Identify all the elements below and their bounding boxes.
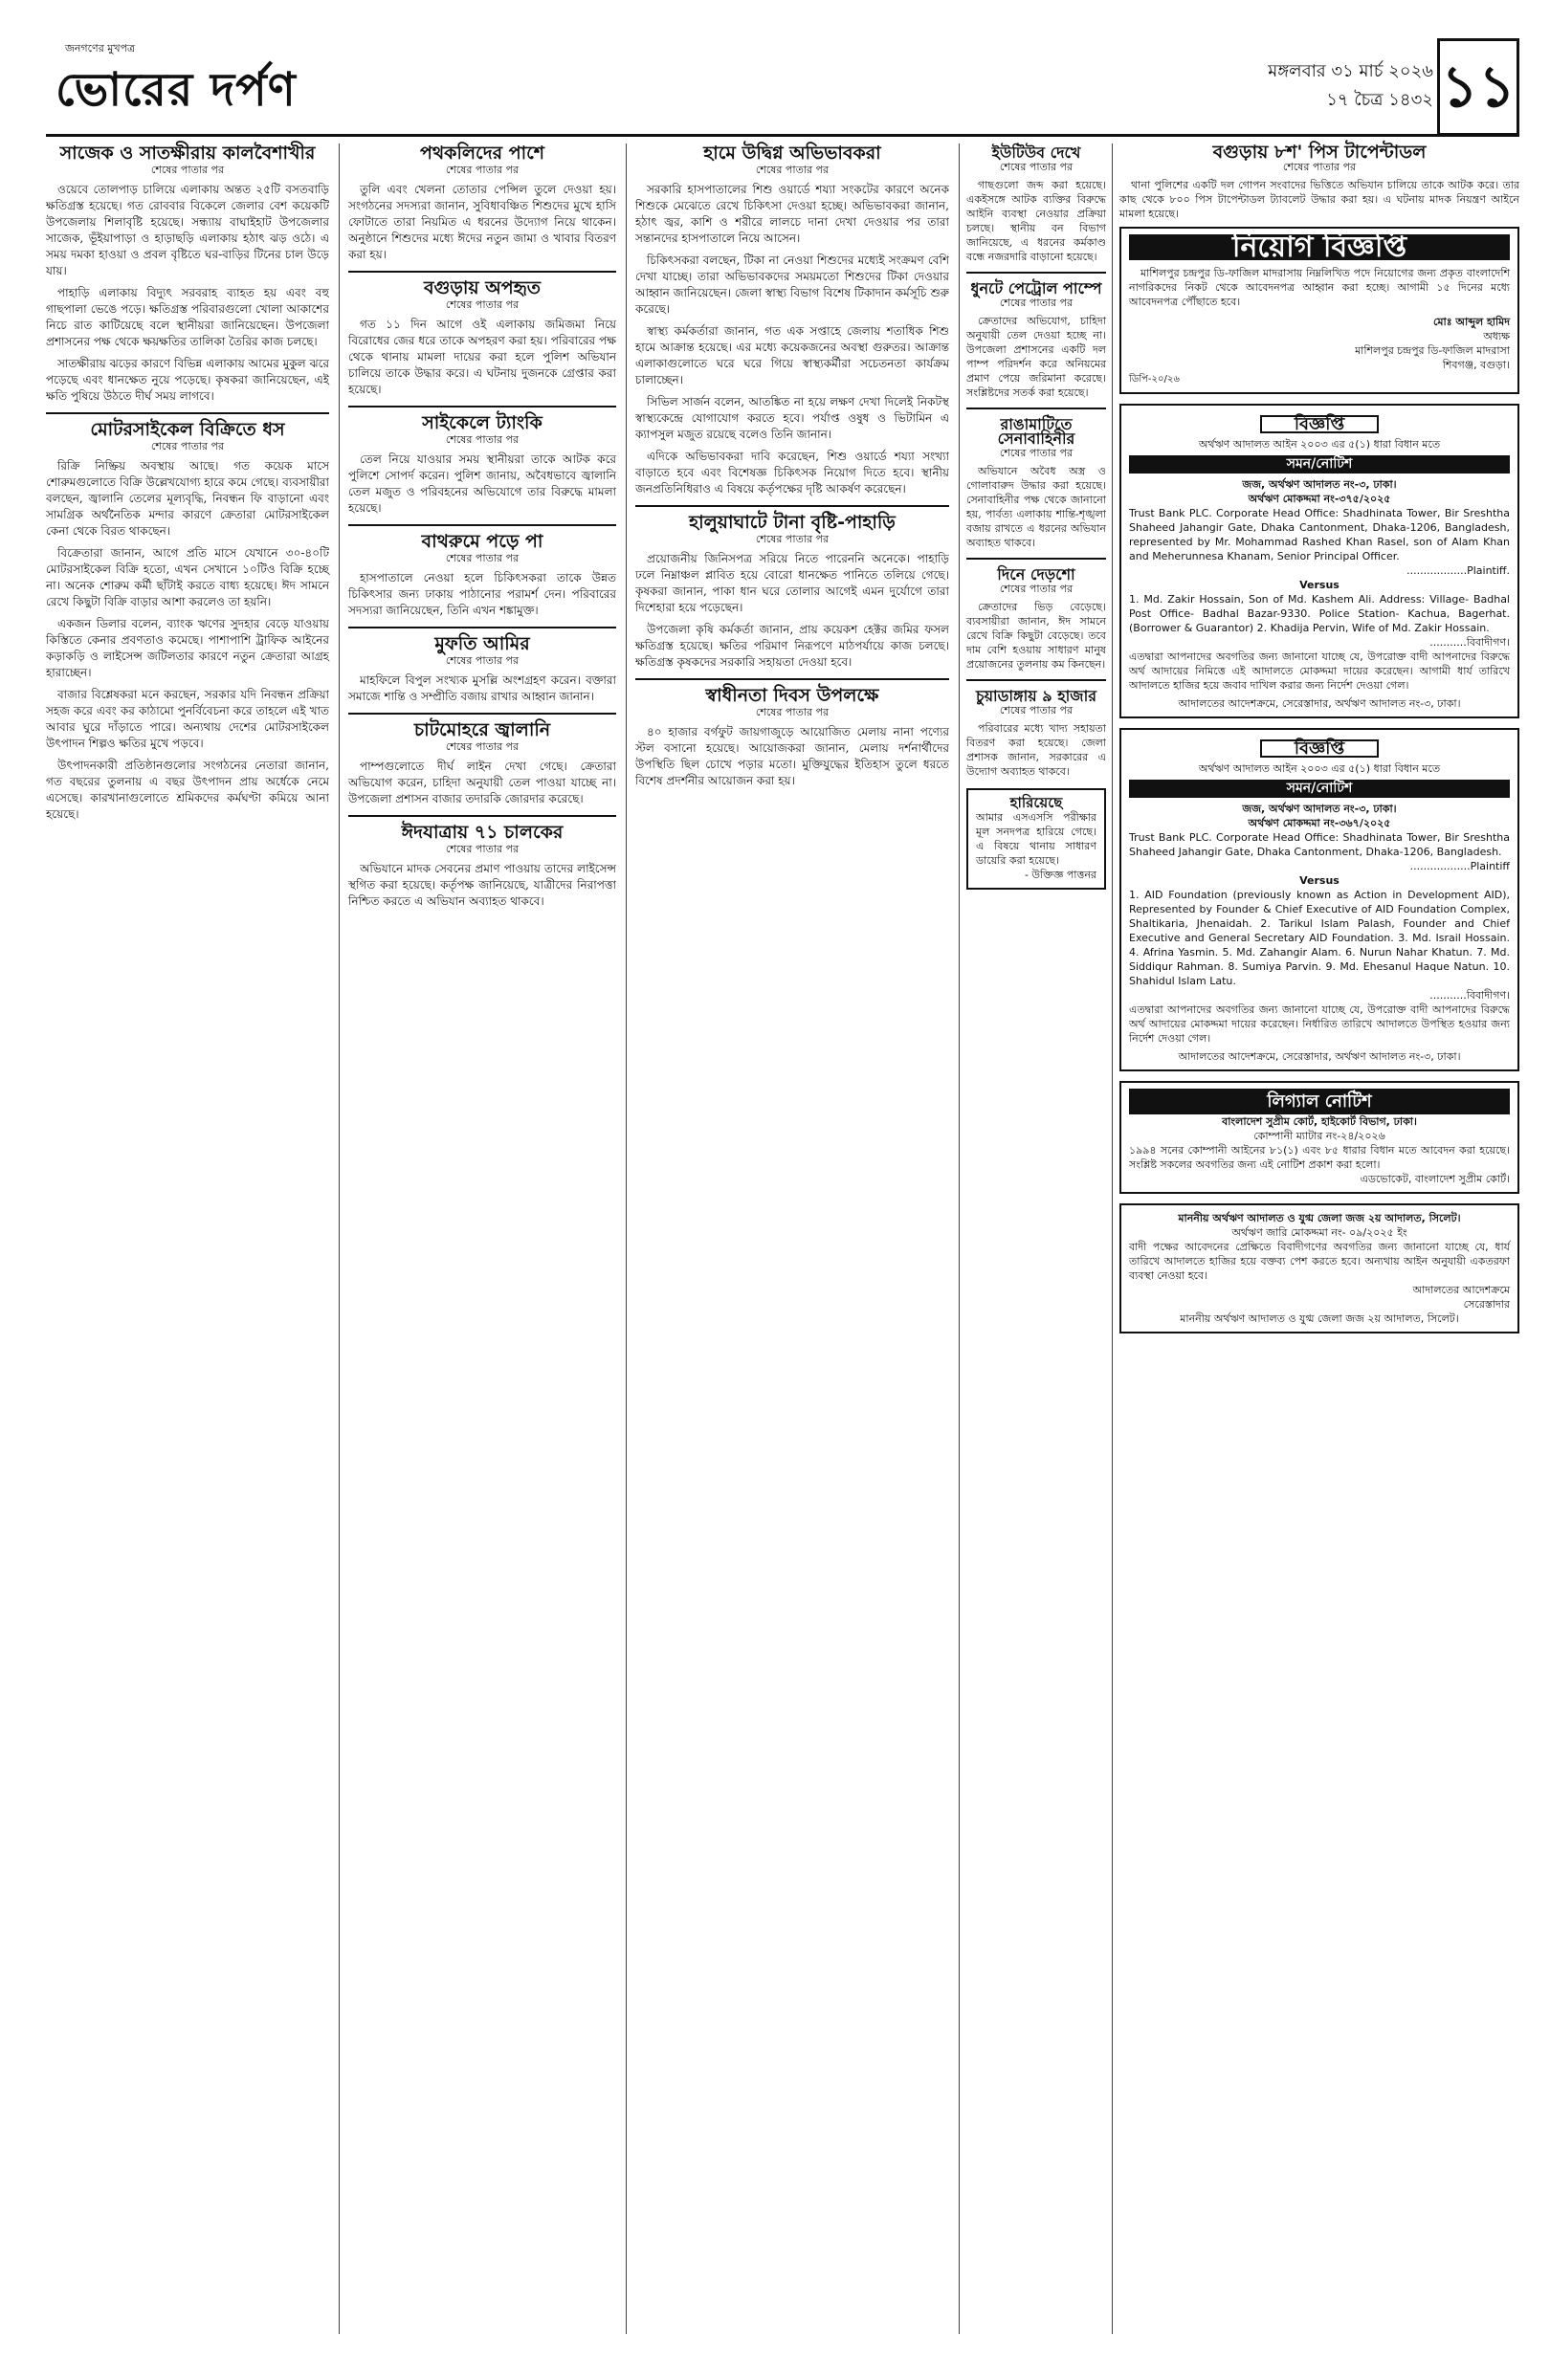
paragraph: ক্রেতাদের ভিড় বেড়েছে। ব্যবসায়ীরা জানান, ঈদ সামনে রেখে বিক্রি কিছুটা বেড়েছে। তবে দাম বেশি হওয়ায় সাধারণ মানুষ প্রয়োজনের তুলনায় কম কিনছেন। [966, 601, 1106, 671]
logo-text: ভোরের দর্পণ [55, 63, 297, 117]
paragraph: একজন ডিলার বলেন, ব্যাংক ঋণের সুদহার বেড়ে যাওয়ায় কিস্তিতে কেনার প্রবণতাও কমেছে। পাশাপাশি ট্রাফিক আইনের কড়াকড়ি ও লাইসেন্স জটিলতার কারণে নতুন ক্রেতারা আগ্রহ হারাচ্ছেন। [46, 617, 329, 679]
date-bangla: ১৭ চৈত্র ১৪৩২ [1326, 90, 1433, 110]
headline: চুয়াডাঙ্গায় ৯ হাজার [975, 687, 1097, 705]
section-divider [635, 678, 949, 680]
notice-title: বিজ্ঞপ্তি [1260, 415, 1379, 433]
court-notice-1 [1119, 404, 1519, 718]
continued-label: শেষের পাতার পর [755, 533, 830, 545]
notice-body: এতদ্বারা আপনাদের অবগতির জন্য জানানো যাচ্ছে যে, উপরোক্ত বাদী আপনাদের বিরুদ্ধে অর্থ আদায়ের মোকদ্দমা দায়ের করেছেন। নির্ধারিত তারিখে আদালতে উপস্থিত হওয়ার জন্য নির্দেশ দেওয়া গেল। [1129, 1003, 1510, 1045]
paragraph: ক্রেতাদের অভিযোগ, চাহিদা অনুযায়ী তেল দেওয়া হচ্ছে না। উপজেলা প্রশাসনের একটি দল পাম্প পরিদর্শন করে অনিয়মের প্রমাণ পেয়ে জরিমানা করেছে। সংশ্লিষ্টদের সতর্ক করা হয়েছে। [966, 315, 1106, 399]
continued-label: শেষের পাতার পর [150, 164, 225, 176]
job-notice-role: অধ্যক্ষ [1483, 330, 1510, 342]
notice-subtitle: অর্থঋণ আদালত আইন ২০০৩ এর ৫(১) ধারা বিধান মতে [1198, 762, 1441, 775]
legal-notice [1119, 1081, 1519, 1194]
notice-subtitle: অর্থঋণ আদালত আইন ২০০৩ এর ৫(১) ধারা বিধান মতে [1198, 438, 1441, 451]
legal-notice-banner: লিগ্যাল নোটিশ [1129, 1089, 1510, 1114]
notice-defendant: 1. AID Foundation (previously known as Action in Development AID), Represented by Founder & Chief Executive of AID Foundation Complex, Shaltikaria, Jhenaidah. 2. Tarikul Islam Palash, Founder and Chief Executive and General Secretary AID Foundation. 3. Md. Israil Hossain. 4. Afrina Yasmin. 5. Md. Zahangir Alam. 6. Nurun Nahar Khatun. 7. Md. Siddiqur Rahman. 8. Sumiya Parvin. 9. Md. Ehesanul Haque Natun. 10. Shahidul Islam Latu. [1129, 889, 1510, 987]
paragraph: গাছগুলো জব্দ করা হয়েছে। একইসঙ্গে আটক ব্যক্তির বিরুদ্ধে আইনি ব্যবস্থা নেওয়ার প্রক্রিয়া চলছে। স্থানীয় বন বিভাগ জানিয়েছে, এ ধরনের কর্মকাণ্ড বন্ধে নজরদারি বাড়ানো হয়েছে। [966, 179, 1106, 263]
legal-notice-body: ১৯৯৪ সনের কোম্পানী আইনের ৮১(১) এবং ৮৫ ধারার বিধান মতে আবেদন করা হয়েছে। সংশ্লিষ্ট সকলের অবগতির জন্য এই নোটিশ প্রকাশ করা হলো। [1129, 1144, 1510, 1171]
legal-notice-case: কোম্পানী ম্যাটার নং-২৪/২০২৬ [1253, 1130, 1385, 1142]
paragraph: পাম্পগুলোতে দীর্ঘ লাইন দেখা গেছে। ক্রেতারা অভিযোগ করেন, চাহিদা অনুযায়ী তেল পাওয়া যাচ্ছে না। উপজেলা প্রশাসন বাজার তদারকি জোরদার করেছে। [348, 760, 616, 805]
section-divider [635, 505, 949, 507]
notice-court: জজ, অর্থঋণ আদালত নং-৩, ঢাকা। [1242, 803, 1397, 815]
versus-label: Versus [1299, 874, 1340, 887]
continued-label: শেষের পাতার পর [445, 433, 520, 446]
column-4 [966, 143, 1106, 899]
continued-label: শেষের পাতার পর [755, 164, 830, 176]
defendant-label: ...........বিবাদীগণ। [1429, 636, 1510, 649]
sylhet-notice-case: অর্থঋণ জারি মোকদ্দমা নং- ০৯/২০২৫ ইং [1231, 1226, 1407, 1239]
headline: চাটমোহরে জ্বালানি [413, 719, 551, 740]
headline: বাথরুমে পড়ে পা [421, 531, 543, 552]
continued-label: শেষের পাতার পর [999, 297, 1074, 309]
paragraph: ওয়েবে তোলপাড় চালিয়ে এলাকায় অন্তত ২৫টি বসতবাড়ি ক্ষতিগ্রস্ত হয়েছে। গত রোববার বিকেলে জেলার বেশ কয়েকটি উপজেলায় শিলাবৃষ্টি হয়েছে। সন্ধ্যায় বাঘাইহাট উপজেলার সাজেক, ভূঁইয়াপাড়া ও হাড়াছড়ি এলাকায় হঠাৎ ঝড় ওঠে। এ সময় দমকা হাওয়া ও প্রবল বৃষ্টিতে ঘর-বাড়ির টিনের চাল উড়ে যায়। [46, 183, 329, 277]
headline: ধুনটে পেট্রোল পাম্পে [970, 279, 1102, 298]
paragraph: পাহাড়ি এলাকায় বিদ্যুৎ সরবরাহ ব্যাহত হয় এবং বহু গাছপালা ভেঙে পড়ে। ক্ষতিগ্রস্ত পরিবারগুলো খোলা আকাশের নিচে রাত কাটিয়েছে বলে স্থানীয়রা জানিয়েছেন। উপজেলা প্রশাসনের পক্ষ থেকে ক্ষয়ক্ষতির তালিকা তৈরির কাজ চলছে। [46, 286, 329, 348]
paragraph: পরিবারের মধ্যে খাদ্য সহায়তা বিতরণ করা হয়েছে। জেলা প্রশাসক জানান, সরকারের এ উদ্যোগ অব্যাহত থাকবে। [966, 722, 1106, 778]
headline: সাজেক ও সাতক্ষীরায় কালবৈশাখীর [59, 143, 316, 164]
paragraph: অভিযানে মাদক সেবনের প্রমাণ পাওয়ায় তাদের লাইসেন্স স্থগিত করা হয়েছে। কর্তৃপক্ষ জানিয়েছে, যাত্রীদের নিরাপত্তা নিশ্চিত করতে এ অভিযান অব্যাহত থাকবে। [348, 862, 616, 908]
column-divider [626, 143, 627, 2334]
continued-label: শেষের পাতার পর [445, 552, 520, 564]
paragraph: ৪০ হাজার বর্গফুট জায়গাজুড়ে আয়োজিত মেলায় নানা পণ্যের স্টল বসানো হয়েছে। আয়োজকরা জানান, মেলায় দর্শনার্থীদের উপস্থিতি ছিল চোখে পড়ার মতো। মুক্তিযুদ্ধের ইতিহাস তুলে ধরতে বিশেষ প্রদর্শনীর আয়োজন করা হয়। [635, 725, 949, 787]
column-divider [339, 143, 340, 2334]
continued-label: শেষের পাতার পর [999, 161, 1074, 173]
job-notice-text: মাশিলপুর চন্দ্রপুর ডি-ফাজিল মাদরাসায় নিম্নলিখিত পদে নিয়োগের জন্য প্রকৃত বাংলাদেশি নাগরিকদের নিকট থেকে আবেদনপত্র আহ্বান করা হচ্ছে। আগামী ১৫ দিনের মধ্যে আবেদনপত্র পৌঁছাতে হবে। [1129, 267, 1510, 308]
paragraph: রিক্রি নিষ্ক্রিয় অবস্থায় আছে। গত কয়েক মাসে শোরুমগুলোতে বিক্রি উল্লেখযোগ্য হারে কমে গেছে। ব্যবসায়ীরা বলছেন, জ্বালানি তেলের মূল্যবৃদ্ধি, নিবন্ধন ফি বাড়ানো এবং সামগ্রিক অর্থনৈতিক মন্দার কারণে ক্রেতারা মোটরসাইকেল কেনা থেকে বিরত থাকছেন। [46, 459, 329, 538]
newspaper-logo [46, 38, 352, 130]
section-divider [348, 524, 616, 526]
paragraph: সাতক্ষীরায় ঝড়ের কারণে বিভিন্ন এলাকায় আমের মুকুল ঝরে পড়েছে এবং ধানক্ষেত নুয়ে পড়েছে। কৃষকরা জানিয়েছেন, এই ক্ষতি পুষিয়ে উঠতে দীর্ঘ সময় লাগবে। [46, 357, 329, 403]
paragraph: থানা পুলিশের একটি দল গোপন সংবাদের ভিত্তিতে অভিযান চালিয়ে তাকে আটক করে। তার কাছ থেকে ৮০০ পিস টাপেন্টাডল ট্যাবলেট উদ্ধার করা হয়। এ ঘটনায় মাদক নিয়ন্ত্রণ আইনে মামলা হয়েছে। [1119, 179, 1519, 220]
paragraph: প্রয়োজনীয় জিনিসপত্র সরিয়ে নিতে পারেননি অনেকে। পাহাড়ি ঢলে নিম্নাঞ্চল প্লাবিত হয়ে বোরো ধানক্ষেত পানিতে তলিয়ে গেছে। কৃষকরা জানান, পাকা ধান ঘরে তোলার আগেই এমন দুর্যোগে তারা দিশেহারা হয়ে পড়েছেন। [635, 552, 949, 614]
lost-notice-sign: - উক্তিজ্ঞ পাত্তনর [1024, 869, 1096, 881]
job-notice-sign: মোঃ আব্দুল হামিদ [1432, 316, 1510, 328]
column-divider [959, 143, 960, 2334]
headline: স্বাধীনতা দিবস উপলক্ষে [705, 685, 879, 706]
job-notice-code: ডিপি-২০/২৬ [1129, 374, 1180, 385]
notice-case: অর্থঋণ মোকদ্দমা নং-৩৬৭/২০২৫ [1248, 817, 1391, 829]
continued-label: শেষের পাতার পর [445, 298, 520, 311]
lost-notice-title: হারিয়েছে [1009, 794, 1063, 811]
headline: পথকলিদের পাশে [419, 143, 545, 164]
continued-label: শেষের পাতার পর [999, 583, 1074, 595]
headline: ইউটিউব দেখে [991, 143, 1081, 162]
sylhet-notice-footer-1: আদালতের আদেশক্রমে [1412, 1284, 1510, 1296]
paragraph: চিকিৎসকরা বলছেন, টিকা না নেওয়া শিশুদের মধ্যেই সংক্রমণ বেশি দেখা যাচ্ছে। তারা অভিভাবকদের সময়মতো শিশুদের টিকা দেওয়ার আহ্বান জানিয়েছেন। জেলা স্বাস্থ্য বিভাগ বিশেষ টিকাদান কর্মসূচি শুরু করেছে। [635, 253, 949, 316]
headline: ঈদযাত্রায় ৭১ চালকের [401, 822, 564, 843]
paragraph: সিভিল সার্জন বলেন, আতঙ্কিত না হয়ে লক্ষণ দেখা দিলেই নিকটস্থ স্বাস্থ্যকেন্দ্রে যোগাযোগ করতে হবে। পর্যাপ্ত ওষুধ ও ভিটামিন এ ক্যাপসুল মজুত রয়েছে বলেও তিনি জানান। [635, 395, 949, 441]
job-notice [1119, 227, 1519, 394]
masthead [46, 38, 1519, 137]
notice-footer: আদালতের আদেশক্রমে, সেরেস্তাদার, অর্থঋণ আদালত নং-৩, ঢাকা। [1178, 697, 1461, 710]
sylhet-notice-header: মাননীয় অর্থঋণ আদালত ও যুগ্ম জেলা জজ ২য় আদালত, সিলেট। [1178, 1212, 1461, 1224]
paragraph: অভিযানে অবৈধ অস্ত্র ও গোলাবারুদ উদ্ধার করা হয়েছে। সেনাবাহিনীর পক্ষ থেকে জানানো হয়, পার্বত্য এলাকায় শান্তি-শৃঙ্খলা বজায় রাখতে এ ধরনের অভিযান অব্যাহত থাকবে। [966, 465, 1106, 549]
sylhet-notice-footer-3: মাননীয় অর্থঋণ আদালত ও যুগ্ম জেলা জজ ২য় আদালত, সিলেট। [1180, 1312, 1459, 1325]
column-2 [348, 143, 616, 915]
section-divider [966, 679, 1106, 681]
paragraph: স্বাস্থ্য কর্মকর্তারা জানান, গত এক সপ্তাহে জেলায় শতাধিক শিশু হামে আক্রান্ত হয়েছে। এর মধ্যে কয়েকজনের অবস্থা গুরুতর। আক্রান্ত এলাকাগুলোতে ঘরে ঘরে গিয়ে স্বাস্থ্যকর্মীরা সচেতনতা কার্যক্রম চালাচ্ছেন। [635, 324, 949, 386]
plaintiff-label: ..................Plaintiff [1409, 860, 1510, 872]
paragraph: গত ১১ দিন আগে ওই এলাকায় জমিজমা নিয়ে বিরোধের জের ধরে তাকে অপহরণ করা হয়। পরিবারের পক্ষ থেকে থানায় মামলা দায়ের করা হলে পুলিশ অভিযান চালিয়ে তাকে উদ্ধার করে। এ ঘটনায় দুজনকে গ্রেপ্তার করা হয়েছে। [348, 318, 616, 396]
paragraph: তুলি এবং খেলনা তোতার পেন্সিল তুলে দেওয়া হয়। সংগঠনের সদস্যরা জানান, সুবিধাবঞ্চিত শিশুদের মুখে হাসি ফোটাতে তারা নিয়মিত এ ধরনের উদ্যোগ নিয়ে থাকেন। অনুষ্ঠানে শিশুদের মধ্যে ঈদের নতুন জামা ও খাবার বিতরণ করা হয়। [348, 183, 616, 261]
paragraph: বিক্রেতারা জানান, আগে প্রতি মাসে যেখানে ৩০-৪০টি মোটরসাইকেল বিক্রি হতো, এখন সেখানে ১০টিও বিক্রি হচ্ছে না। অনেক শোরুম কর্মী ছাঁটাই করতে বাধ্য হয়েছে। ঈদ সামনে রেখে কিছুটা বিক্রি বাড়ার আশা করলেও তা হয়নি। [46, 546, 329, 608]
headline: হামে উদ্বিগ্ন অভিভাবকরা [703, 143, 881, 164]
section-divider [348, 815, 616, 817]
continued-label: শেষের পাতার পর [755, 706, 830, 718]
column-divider [1112, 143, 1113, 2334]
column-1 [46, 143, 329, 828]
continued-label: শেষের পাতার পর [999, 704, 1074, 716]
section-divider [348, 713, 616, 715]
sylhet-court-notice [1119, 1203, 1519, 1333]
notice-court: জজ, অর্থঋণ আদালত নং-৩, ঢাকা। [1242, 478, 1397, 491]
section-divider [966, 272, 1106, 274]
paragraph: সরকারি হাসপাতালের শিশু ওয়ার্ডে শয্যা সংকটের কারণে অনেক শিশুকে মেঝেতে রেখে চিকিৎসা দেওয়া হচ্ছে। অভিভাবকরা জানান, হঠাৎ জ্বর, কাশি ও শরীরে লালচে দানা দেখা দেওয়ার পর তারা সন্তানদের হাসপাতালে নিয়ে আসেন। [635, 183, 949, 245]
headline: বগুড়ায় অপহৃত [423, 277, 542, 298]
lost-notice-text: আমার এসএসসি পরীক্ষার মূল সনদপত্র হারিয়ে গেছে। এ বিষয়ে থানায় সাধারণ ডায়েরি করা হয়েছে। [976, 811, 1096, 867]
continued-label: শেষের পাতার পর [150, 440, 225, 452]
continued-label: শেষের পাতার পর [445, 164, 520, 176]
headline: হালুয়াঘাটে টানা বৃষ্টি-পাহাড়ি [689, 512, 896, 533]
section-divider [966, 408, 1106, 409]
section-divider [966, 558, 1106, 560]
court-notice-2 [1119, 728, 1519, 1071]
paragraph: উৎপাদনকারী প্রতিষ্ঠানগুলোর সংগঠনের নেতারা জানান, গত বছরের তুলনায় এ বছর উৎপাদন প্রায় অর্ধেকে নেমে এসেছে। কারখানাগুলোতে শ্রমিকদের কর্মঘণ্টা কমিয়ে আনা হয়েছে। [46, 759, 329, 821]
job-notice-banner: নিয়োগ বিজ্ঞপ্তি [1129, 234, 1510, 260]
issue-date [1268, 57, 1433, 115]
continued-label: শেষের পাতার পর [445, 740, 520, 753]
column-3 [635, 143, 949, 795]
job-notice-org: মাশিলপুর চন্দ্রপুর ডি-ফাজিল মাদরাসা [1355, 344, 1510, 357]
notice-bar: সমন/নোটিশ [1129, 780, 1510, 798]
headline: রাঙামাটিতে সেনাবাহিনীর [997, 415, 1075, 448]
section-divider [348, 271, 616, 273]
headline: দিনে দেড়শো [997, 565, 1075, 584]
sylhet-notice-body: বাদী পক্ষের আবেদনের প্রেক্ষিতে বিবাদীগণের অবগতির জন্য জানানো যাচ্ছে যে, ধার্য তারিখে আদালতে হাজির হয়ে বক্তব্য পেশ করতে হবে। অন্যথায় আইন অনুযায়ী একতরফা ব্যবস্থা নেওয়া হবে। [1129, 1241, 1510, 1282]
continued-label: শেষের পাতার পর [999, 447, 1074, 459]
notice-plaintiff: Trust Bank PLC. Corporate Head Office: Shadhinata Tower, Bir Sreshtha Shaheed Jahangir Gate, Dhaka Cantonment, Dhaka-1206, Bangladesh. [1129, 831, 1510, 858]
paragraph: এদিকে অভিভাবকরা দাবি করেছেন, শিশু ওয়ার্ডে শয্যা সংখ্যা বাড়াতে হবে এবং বিশেষজ্ঞ চিকিৎসক নিয়োগ দিতে হবে। স্থানীয় জনপ্রতিনিধিরাও এ বিষয়ে কর্তৃপক্ষের দৃষ্টি আকর্ষণ করেছেন। [635, 450, 949, 496]
paragraph: উপজেলা কৃষি কর্মকর্তা জানান, প্রায় কয়েকশ হেক্টর জমির ফসল ক্ষতিগ্রস্ত হয়েছে। ক্ষতির পরিমাণ নিরূপণে মাঠপর্যায়ে কাজ চলছে। ক্ষতিগ্রস্ত কৃষকদের সরকারি সহায়তা দেওয়া হবে। [635, 623, 949, 669]
notice-footer: আদালতের আদেশক্রমে, সেরেস্তাদার, অর্থঋণ আদালত নং-৩, ঢাকা। [1178, 1050, 1461, 1063]
headline: মুফতি আমির [434, 633, 530, 654]
notice-bar: সমন/নোটিশ [1129, 455, 1510, 474]
column-5 [1119, 143, 1519, 1343]
section-divider [46, 412, 329, 414]
versus-label: Versus [1299, 579, 1340, 591]
notice-defendant: 1. Md. Zakir Hossain, Son of Md. Kashem Ali. Address: Village- Badhal Post Office- Badhal Bazar-9330. Police Station- Kachua, Bagerhat. (Borrower & Guarantor) 2. Khadija Pervin, Wife of Md. Zakir Hossain. [1129, 593, 1510, 634]
legal-notice-footer: এডভোকেট, বাংলাদেশ সুপ্রীম কোর্ট। [1360, 1173, 1510, 1185]
legal-notice-court: বাংলাদেশ সুপ্রীম কোর্ট, হাইকোর্ট বিভাগ, ঢাকা। [1222, 1115, 1417, 1128]
paragraph: তেল নিয়ে যাওয়ার সময় স্থানীয়রা তাকে আটক করে পুলিশে সোপর্দ করেন। পুলিশ জানায়, অবৈধভাবে জ্বালানি তেল মজুত ও পরিবহনের অভিযোগে তার বিরুদ্ধে মামলা হয়েছে। [348, 452, 616, 515]
date-gregorian: মঙ্গলবার ৩১ মার্চ ২০২৬ [1268, 61, 1433, 81]
paragraph: মাহফিলে বিপুল সংখ্যক মুসল্লি অংশগ্রহণ করেন। বক্তারা সমাজে শান্তি ও সম্প্রীতি বজায় রাখার আহ্বান জানান। [348, 673, 616, 703]
continued-label: শেষের পাতার পর [445, 654, 520, 667]
notice-case: অর্থঋণ মোকদ্দমা নং-৩৭৫/২০২৫ [1248, 493, 1391, 505]
notice-plaintiff: Trust Bank PLC. Corporate Head Office: Shadhinata Tower, Bir Sreshtha Shaheed Jahangir Gate, Dhaka Cantonment, Dhaka-1206, Bangladesh, represented by Mr. Mohammad Rashed Khan Rasel, son of Alam Khan and Meherunnesa Khanam, Senior Principal Officer. [1129, 507, 1510, 562]
tagline: জনগণের মুখপত্র [65, 42, 136, 55]
continued-label: শেষের পাতার পর [1282, 161, 1357, 173]
sylhet-notice-footer-2: সেরেস্তাদার [1463, 1298, 1510, 1311]
headline: বগুড়ায় ৮শ' পিস টাপেন্টাডল [1212, 142, 1427, 163]
notice-title: বিজ্ঞপ্তি [1260, 739, 1379, 758]
paragraph: বাজার বিশ্লেষকরা মনে করছেন, সরকার যদি নিবন্ধন প্রক্রিয়া সহজ করে এবং কর কাঠামো পুনর্বিবেচনা করে তাহলে এই খাত আবার ঘুরে দাঁড়াতে পারে। অন্যথায় দেশের মোটরসাইকেল উৎপাদন শিল্পও ক্ষতির মুখে পড়বে। [46, 688, 329, 750]
page-number: ১১ [1437, 38, 1519, 136]
headline: মোটরসাইকেল বিক্রিতে ধস [90, 419, 285, 440]
section-divider [348, 406, 616, 408]
plaintiff-label: ..................Plaintiff. [1406, 564, 1510, 577]
defendant-label: ...........বিবাদীগণ। [1429, 989, 1510, 1002]
headline: সাইকেলে ট্যাংকি [422, 412, 542, 433]
section-divider [348, 627, 616, 628]
continued-label: শেষের পাতার পর [445, 843, 520, 855]
paragraph: হাসপাতালে নেওয়া হলে চিকিৎসকরা তাকে উন্নত চিকিৎসার জন্য ঢাকায় পাঠানোর পরামর্শ দেন। পরিবারের সদস্যরা জানিয়েছেন, তিনি এখন শঙ্কামুক্ত। [348, 571, 616, 617]
lost-notice [966, 788, 1106, 890]
job-notice-location: শিবগঞ্জ, বগুড়া। [1442, 359, 1510, 371]
notice-body: এতদ্বারা আপনাদের অবগতির জন্য জানানো যাচ্ছে যে, উপরোক্ত বাদী আপনাদের বিরুদ্ধে অর্থ আদায়ের নিমিত্তে এই আদালতে মোকদ্দমা দায়ের করেছেন। আগামী ধার্য তারিখে আদালতে হাজির হয়ে জবাব দাখিল করার জন্য নির্দেশ দেওয়া গেল। [1129, 650, 1510, 692]
